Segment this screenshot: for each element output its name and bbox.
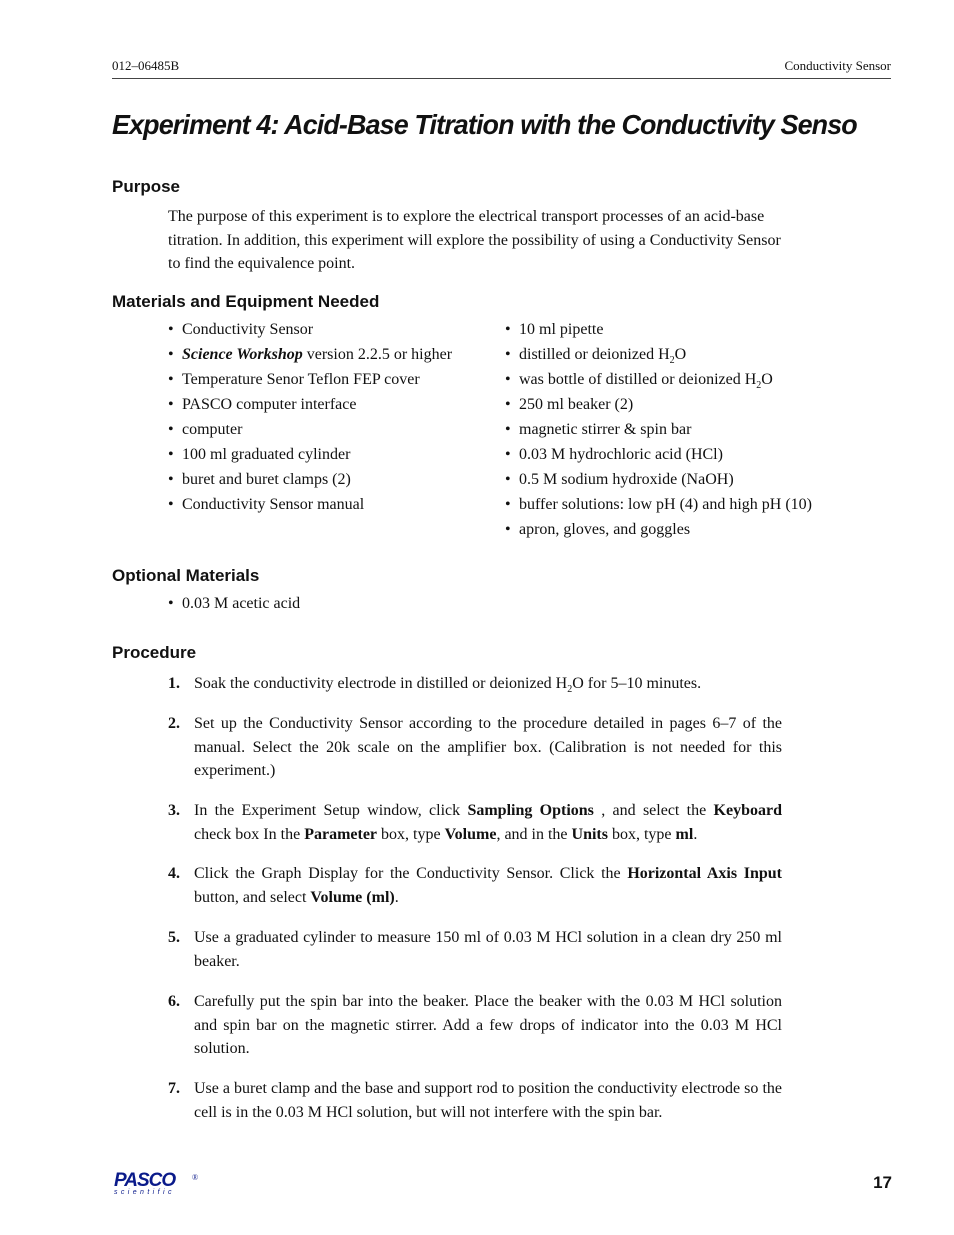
procedure-step: 4. Click the Graph Display for the Conductivity Sensor. Click the Horizontal Axis Input button, and select Volume (ml). <box>168 865 783 906</box>
materials-right-list <box>505 320 812 545</box>
optional-list <box>168 594 300 619</box>
procedure-step: 7. Use a buret clamp and the base and support rod to position the conductivity electrode so the cell is in the 0.03 M HCl solution, but will not interfere with the spin bar. <box>168 1080 782 1121</box>
list-item: • 10 ml pipette <box>505 321 604 338</box>
list-item: • Conductivity Sensor manual <box>168 496 365 513</box>
optional-heading: Optional Materials <box>112 566 260 585</box>
page-title: Experiment 4: Acid-Base Titration with the Conductivity Senso <box>112 109 857 140</box>
materials-heading: Materials and Equipment Needed <box>112 292 380 311</box>
procedure-step: 2. Set up the Conductivity Sensor according to the procedure detailed in pages 6–7 of the manual. Select the 20k scale on the amplifier box. (Calibration is not needed for this experiment.) <box>168 715 782 779</box>
list-item: • apron, gloves, and goggles <box>505 521 691 538</box>
doc-number: 012–06485B <box>112 58 180 73</box>
list-item: • 0.03 M acetic acid <box>168 595 301 612</box>
page-number: 17 <box>873 1173 892 1192</box>
purpose-heading: Purpose <box>112 177 181 196</box>
pasco-logo: PASCO scientific ® <box>114 1170 199 1196</box>
procedure-heading: Procedure <box>112 643 197 662</box>
list-item: • computer <box>168 421 243 438</box>
list-item: • Conductivity Sensor <box>168 321 314 338</box>
list-item: • magnetic stirrer & spin bar <box>505 421 692 438</box>
list-item: • 250 ml beaker (2) <box>505 396 634 413</box>
section-name: Conductivity Sensor <box>784 58 891 73</box>
list-item: • Temperature Senor Teflon FEP cover <box>168 371 420 388</box>
list-item: • buffer solutions: low pH (4) and high pH (10) <box>505 496 812 513</box>
list-item: • Science Workshop version 2.2.5 or higher <box>168 346 453 363</box>
materials-left-list <box>168 320 452 520</box>
procedure-step: 1. Soak the conductivity electrode in distilled or deionized $H_2O$ for 5–10 minutes. <box>168 675 702 696</box>
purpose-text: The purpose of this experiment is to explore the electrical transport processes of an acid-base titration. In addition, this experiment will explore the possibility of using a Conductivity Sensor to find the equivalence point. <box>168 208 781 272</box>
list-item: • 0.03 M hydrochloric acid (HCl) <box>505 446 723 463</box>
list-item: • 0.5 M sodium hydroxide (NaOH) <box>505 471 734 488</box>
list-item: • buret and buret clamps (2) <box>168 471 351 488</box>
list-item: • distilled or deionized $H_2O$ <box>505 346 687 367</box>
procedure-step: 5. Use a graduated cylinder to measure 150 ml of 0.03 M HCl solution in a clean dry 250 ml beaker. <box>168 929 782 970</box>
procedure-step: 3. In the Experiment Setup window, click Sampling Options , and select the Keyboard check box In the Parameter box, type Volume, and in the Units box, type ml. <box>168 802 782 843</box>
procedure-step: 6. Carefully put the spin bar into the beaker. Place the beaker with the 0.03 M HCl solution and spin bar on the magnetic stirrer. Add a few drops of indicator into the 0.03 M HCl solution. <box>168 993 782 1057</box>
list-item: • PASCO computer interface <box>168 396 357 413</box>
header-rule <box>112 78 891 79</box>
list-item: • 100 ml graduated cylinder <box>168 446 351 463</box>
list-item: • was bottle of distilled or deionized $H_2O$ <box>505 371 773 392</box>
